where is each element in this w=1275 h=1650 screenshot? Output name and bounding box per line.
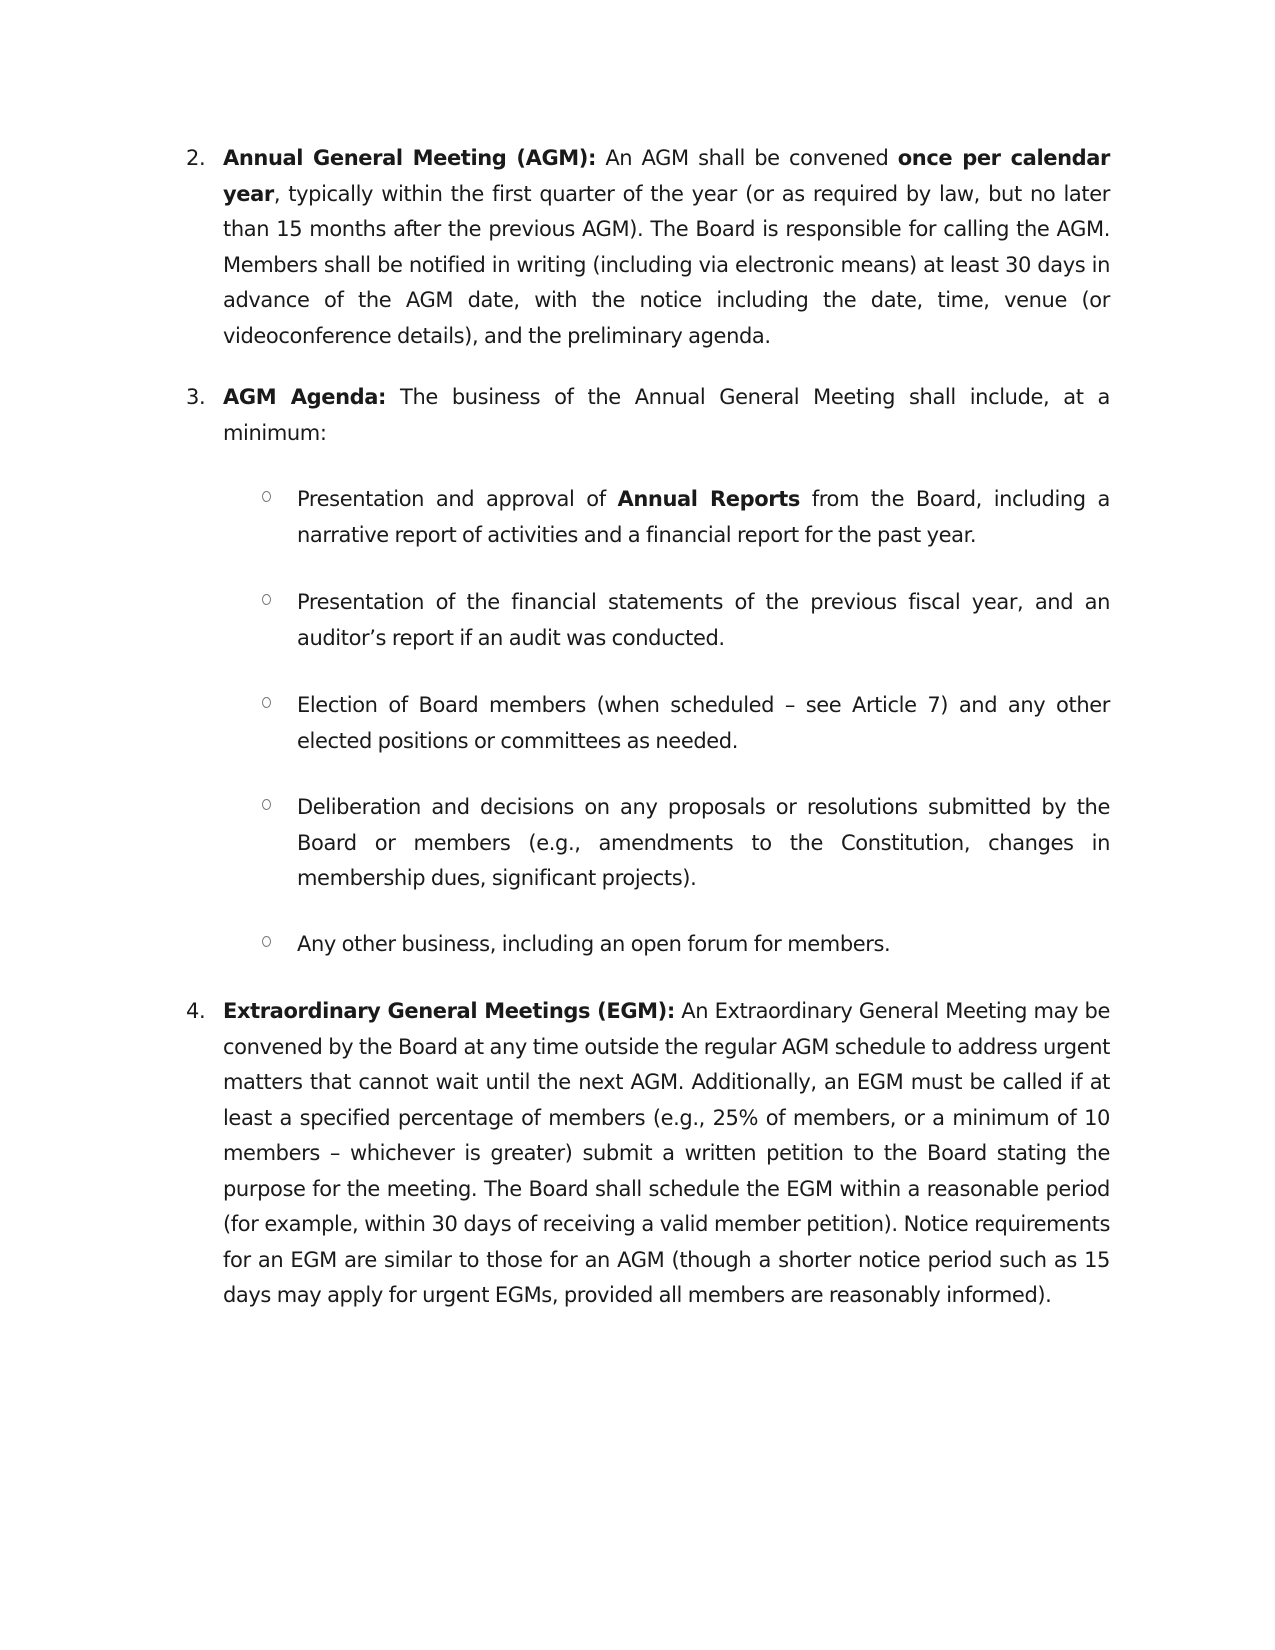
item-paragraph xyxy=(223,380,1110,451)
hollow-circle-bullet-icon xyxy=(262,799,271,810)
agenda-text: Deliberation and decisions on any proposals or resolutions submitted by the Board or members (e.g., amendments to the Constitution, changes in membership dues, significant projects). xyxy=(297,795,1110,890)
item-text: An AGM shall be convened xyxy=(596,146,898,170)
item-title: Annual General Meeting (AGM): xyxy=(223,146,596,170)
agenda-text: Presentation of the financial statements of the previous fiscal year, and an auditor’s report if an audit was conducted. xyxy=(297,590,1110,650)
agenda-emphasis: Annual Reports xyxy=(617,487,800,511)
agenda-text: Presentation and approval of Annual Reports from the Board, including a narrative report of activities and a financial report for the past year. xyxy=(297,487,1110,547)
item-text: The business of the Annual General Meeting shall include, at a minimum: xyxy=(223,385,1110,445)
item-emphasis: once per calendar year xyxy=(223,146,1110,206)
agenda-item xyxy=(297,482,1110,553)
list-item-agm xyxy=(186,141,1110,354)
agenda-item xyxy=(297,790,1110,897)
item-paragraph xyxy=(223,994,1110,1314)
hollow-circle-bullet-icon xyxy=(262,594,271,605)
agenda-item xyxy=(297,927,1110,963)
agenda-item xyxy=(297,585,1110,656)
item-number: 4. xyxy=(186,999,206,1023)
item-title: Extraordinary General Meetings (EGM): xyxy=(223,999,675,1023)
list-item-agm-agenda xyxy=(186,380,1110,451)
agenda-text: Election of Board members (when scheduled – see Article 7) and any other elected positions or committees as needed. xyxy=(297,693,1110,753)
hollow-circle-bullet-icon xyxy=(262,491,271,502)
item-number: 3. xyxy=(186,385,206,409)
list-item-egm xyxy=(186,994,1110,1314)
hollow-circle-bullet-icon xyxy=(262,697,271,708)
agenda-item xyxy=(297,688,1110,759)
item-text: , typically within the first quarter of the year (or as required by law, but no later than 15 months after the previous AGM). The Board is responsible for calling the AGM. Members shall be notified in writing (including via electronic means) at least 30 days in advance of the AGM date, with the notice including the date, time, venue (or videoconference details), and the preliminary agenda. xyxy=(223,181,1110,348)
item-number: 2. xyxy=(186,146,206,170)
hollow-circle-bullet-icon xyxy=(262,936,271,947)
item-paragraph xyxy=(223,141,1110,354)
agenda-text: Any other business, including an open forum for members. xyxy=(297,932,891,956)
item-text: An Extraordinary General Meeting may be convened by the Board at any time outside the regular AGM schedule to address urgent matters that cannot wait until the next AGM. Additionally, an EGM must be called if at least a specified percentage of members (e.g., 25% of members, or a minimum of 10 members – whichever is greater) submit a written petition to the Board stating the purpose for the meeting. The Board shall schedule the EGM within a reasonable period (for example, within 30 days of receiving a valid member petition). Notice requirements for an EGM are similar to those for an AGM (though a shorter notice period such as 15 days may apply for urgent EGMs, provided all members are reasonably informed). xyxy=(223,999,1110,1307)
item-title: AGM Agenda: xyxy=(223,385,387,409)
